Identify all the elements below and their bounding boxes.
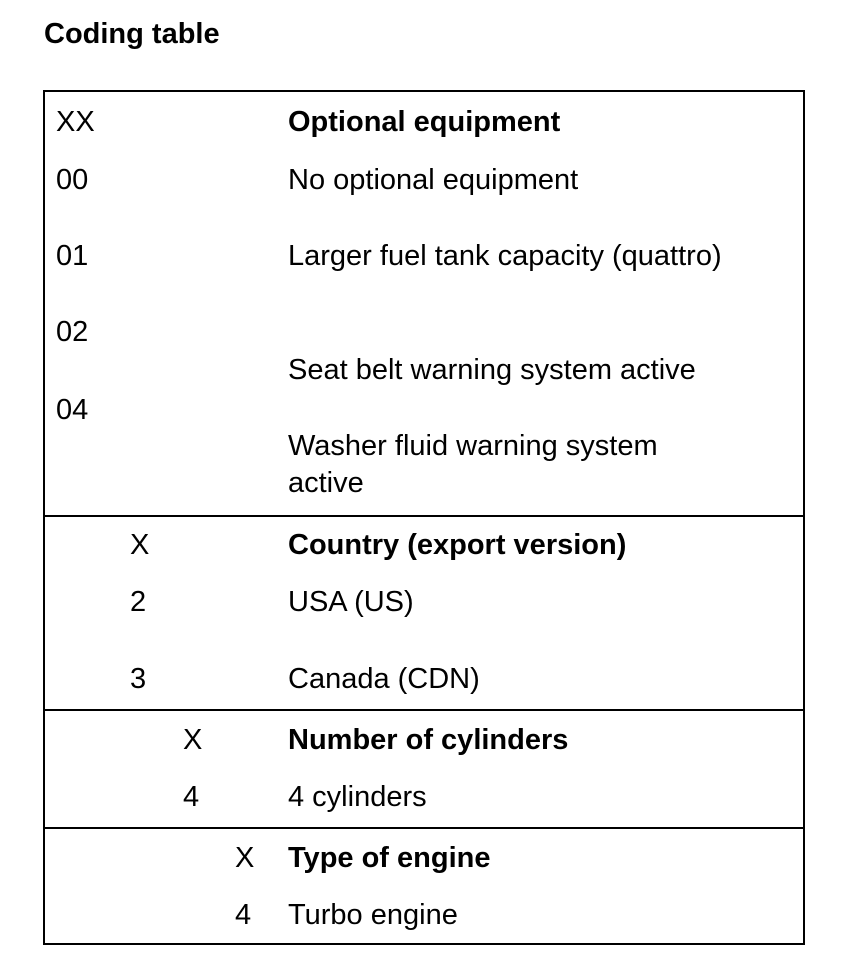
code-header: XX (56, 106, 95, 138)
section-divider (45, 827, 803, 829)
code-description: Turbo engine (288, 899, 458, 931)
code-value: 04 (56, 394, 89, 426)
code-header: X (130, 529, 150, 561)
code-description: Canada (CDN) (288, 663, 480, 695)
code-description: No optional equipment (288, 164, 579, 196)
section-divider (45, 709, 803, 711)
code-description: USA (US) (288, 586, 414, 618)
coding-table (43, 90, 805, 945)
code-description: Larger fuel tank capacity (quattro) (288, 240, 722, 272)
code-value: 3 (130, 663, 147, 695)
code-description: 4 cylinders (288, 781, 427, 813)
section-header: Optional equipment (288, 106, 561, 138)
code-value: 2 (130, 586, 147, 618)
code-value: 4 (183, 781, 200, 813)
code-description: Washer fluid warning system active (288, 430, 658, 499)
page-title: Coding table (44, 18, 220, 50)
section-divider (45, 515, 803, 517)
code-description: Seat belt warning system active (288, 354, 696, 386)
section-header: Type of engine (288, 842, 491, 874)
section-header: Number of cylinders (288, 724, 569, 756)
code-value: 01 (56, 240, 89, 272)
code-value: 00 (56, 164, 89, 196)
section-header: Country (export version) (288, 529, 627, 561)
code-header: X (183, 724, 203, 756)
code-value: 4 (235, 899, 252, 931)
code-value: 02 (56, 316, 89, 348)
code-header: X (235, 842, 255, 874)
